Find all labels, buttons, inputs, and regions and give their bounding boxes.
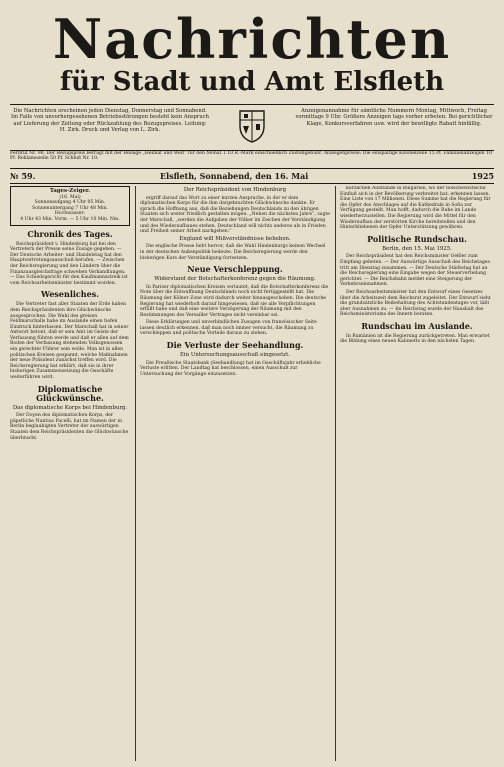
article-subhead: Ein Untersuchungsausschuß eingesetzt. — [179, 352, 291, 359]
article-text: ergriff darauf das Wort zu einer kurzen Ansprache, in der er dem diplomatischen Korps für die ihm dargebrachten Glückwünsche dankte. Er sprach die Hoffnung aus, daß die Beziehungen Deutschlands zu den übrigen Staaten sich weiter friedlich gestalten mögen. „Neben die nächsten Jahre“, sagte der Marschall, „werden die Aufgaben der Völker im Zeichen der Verständigung und des Wiederaufbaues stehen. Deutschland will nichts anderes als in Frieden und Freiheit seiner Arbeit nachgehen.“ — [140, 195, 330, 235]
column-divider — [335, 186, 336, 761]
issue-rule-top — [10, 168, 494, 169]
issue-number: № 59. — [10, 171, 36, 181]
article-text: Diese Erklärungen und unverbindlichen Zusagen von französischer Seite lassen deutlich erkennen, daß man noch immer versucht, die Räumung zu verschleppen und politische Vorteile daraus zu ziehen. — [140, 320, 317, 337]
tagbox-line: 4 Uhr 43 Min. Vorm. — 5 Uhr 10 Min. Nm. — [20, 216, 120, 222]
article-text: Der Doyen des diplomatischen Korps, der päpstliche Nuntius Pacelli, hat im Namen der in Berlin beglaubigten Vertreter der auswärtigen Staaten dem Reichspräsidenten die Glückwünsche überbracht. — [10, 413, 129, 441]
column-2 — [140, 186, 330, 761]
article-text: Der Reichspräsident hat den Reichsminister Geßler zum Empfang gebeten. — Der Auswärtige Ausschuß des Reichstages tritt am Dienstag zusammen. — Der Deutsche Städtetag hat an die Reichsregierung eine Eingabe wegen der Steuerverteilung gerichtet. — Die Reichsbahn meldet eine Steigerung der Verkehrseinnahmen. — [340, 254, 490, 288]
section-heading: Rundschau im Auslande. — [361, 320, 473, 331]
article-text: Die Preußische Staatsbank (Seehandlung) hat im Geschäftsjahr erhebliche Verluste erlitten. Der Landtag hat beschlossen, einen Ausschuß zur Untersuchung der Vorgänge einzusetzen. — [140, 360, 321, 377]
newspaper-title: Nachrichten — [52, 7, 452, 71]
tagbox-title: Tages-Zeiger. — [49, 188, 91, 194]
tagbox-sub: (16. Mai) — [59, 194, 81, 200]
column-1 — [10, 186, 130, 761]
advertising-info: Anzeigenannahme für sämtliche Nummern Montag, Mittwoch, Freitag vormittags 9 Uhr. Größere Anzeigen tags vorher erbeten. Bei gerichtlicher Klage, Konkursverfahren usw. wird der bewilligte Rabatt hinfällig. — [295, 108, 493, 127]
article-text: In Pariser diplomatischen Kreisen verlautet, daß die Botschafterkonferenz die Note über die Entwaffnung Deutschlands noch nicht fertiggestellt hat. Die Räumung der Kölner Zone wird dadurch weiter hinausgeschoben. Die deutsche Regierung hat wiederholt darauf hingewiesen, daß sie alle Verpflichtungen erfüllt habe und daß eine weitere Verzögerung der Räumung mit den Bestimmungen des Versailler Vertrages nicht vereinbar sei. — [140, 284, 329, 318]
article-text: kürzlichen Aufstände in Bulgarien, wo der bolschewistische Einfluß sich in der Bevölkerung verbreitet hat, erkennen lassen. Eine Liste von 17 Millionen. Diese Summe hat die Regierung für die Opfer des Anschlages auf die Kathedrale in Sofia zur Verfügung gestellt. Man hofft, dadurch die Ruhe im Lande wiederherzustellen. Die Regierung wird die Mittel für den Wiederaufbau der zerstörten Kirche bereitstellen und den Hinterbliebenen der Opfer Unterstützung gewähren. — [340, 186, 491, 231]
issue-rule-bottom — [10, 183, 494, 184]
section-heading: Diplomatische Glückwünsche. — [36, 383, 104, 403]
article-text: Der Reichsarbeitsminister hat den Entwurf eines Gesetzes über die Arbeitszeit dem Reichsrat zugeleitet. Der Entwurf sieht die grundsätzliche Beibehaltung des Achtstundentages vor, läßt aber Ausnahmen zu. — Im Reichstag wurde der Haushalt des Reichsministeriums des Innern beraten. — [340, 289, 491, 318]
article-subhead: Der Reichspräsident von Hindenburg — [183, 187, 287, 193]
publication-info: Die Nachrichten erscheinen jeden Dienstag, Donnerstag und Sonnabend. Im Falle von unvorhergesehenen Betriebsstörungen besteht kein Anspruch auf Lieferung der Zeitung oder Rückzahlung des Bezugspreises. Leitung: H. Zirk. Druck und Verlag von L. Zirk. — [11, 108, 209, 134]
info-row — [10, 108, 494, 146]
column-3 — [340, 186, 494, 761]
tagbox-line: Sonnenaufgang 4 Uhr 05 Min. — [34, 200, 106, 206]
tages-zeiger-box — [10, 186, 130, 226]
issue-year: 1925 — [471, 171, 494, 181]
section-heading: Die Verluste der Seehandlung. — [166, 340, 304, 351]
article-text: Reichspräsident v. Hindenburg hat bei den Vertretern der Presse seine Zusage gegeben. — Der Deutsche Arbeiter- und Handelstag hat den Hauptvertretungsausschuß berufen. — Zwischen der Reichsregierung und den Ländern über die Finanzausgleichsfrage schweben Verhandlungen. — Das Schiedsgericht für den Kaufmannsstreik ist vom Reichsarbeitsminister bestimmt worden. — [10, 241, 128, 286]
article-subhead: Das diplomatische Korps bei Hindenburg. — [12, 404, 128, 411]
newspaper-subtitle: für Stadt und Amt Elsfleth — [59, 67, 445, 97]
issue-row — [10, 171, 494, 181]
dateline: Berlin, den 15. Mai 1925. — [382, 245, 452, 252]
section-heading: Chronik des Tages. — [27, 228, 113, 239]
subscription-row: Fernruf Nr. 90. Der Bezugspreis beträgt mit der Beilage „Heimat und Welt“ für den Monat 1.10 R.-Mark einschließlich Zustellgebühr. Anzeigenpreise: Die einspaltige Kolonelzeile 15 Pf. Familienanzeigen 10 Pf. Reklamezeile 50 Pf. Schluß Nr. 10. — [10, 151, 492, 161]
tagbox-line: Hochwasser: — [54, 211, 86, 217]
section-heading: Neue Verschleppung. — [187, 264, 283, 275]
tagbox-line: Sonnenuntergang 7 Uhr 48 Min. — [32, 205, 108, 211]
issue-place-date: Elsfleth, Sonnabend, den 16. Mai — [160, 171, 309, 181]
article-subhead: England will Mißverständnisse beheben. — [179, 235, 291, 242]
masthead — [10, 7, 494, 97]
top-rule — [10, 104, 494, 105]
column-divider — [135, 186, 136, 761]
section-heading: Politische Rundschau. — [367, 233, 467, 244]
article-text: Die Vertreter fast aller Staaten der Erde haben dem Reichspräsidenten ihre Glückwünsche ausgesprochen. Die Wahl des greisen Feldmarschalls habe im Auslande einen tiefen Eindruck hinterlassen. Der Marschall hat in seiner Antwort betont, daß er sein Amt im Geiste der Verfassung führen werde und daß er allen auf dem Boden der Verfassung stehenden Volksgenossen ein gerechter Führer sein wolle. Man ist in allen politischen Kreisen gespannt, welche Maßnahmen der neue Präsident zunächst treffen wird. Die Reichsregierung hat erklärt, daß sie in ihrer bisherigen Zusammensetzung die Geschäfte weiterführen wird. — [10, 302, 129, 381]
coat-of-arms-icon — [237, 108, 267, 144]
section-heading: Wesenliches. — [41, 289, 99, 300]
article-text: Die englische Presse hebt hervor, daß die Wahl Hindenburgs keinen Wechsel in der deutschen Außenpolitik bedeute. Die Reichsregierung werde den bisherigen Kurs der Verständigung fortsetzen. — [140, 244, 326, 261]
article-text: In Rumänien ist die Regierung zurückgetreten. Man erwartet die Bildung eines neuen Kabinetts in den nächsten Tagen. — [340, 333, 490, 345]
article-subhead: Widerstand der Botschafterkonferenz gegen die Räumung. — [154, 276, 316, 283]
